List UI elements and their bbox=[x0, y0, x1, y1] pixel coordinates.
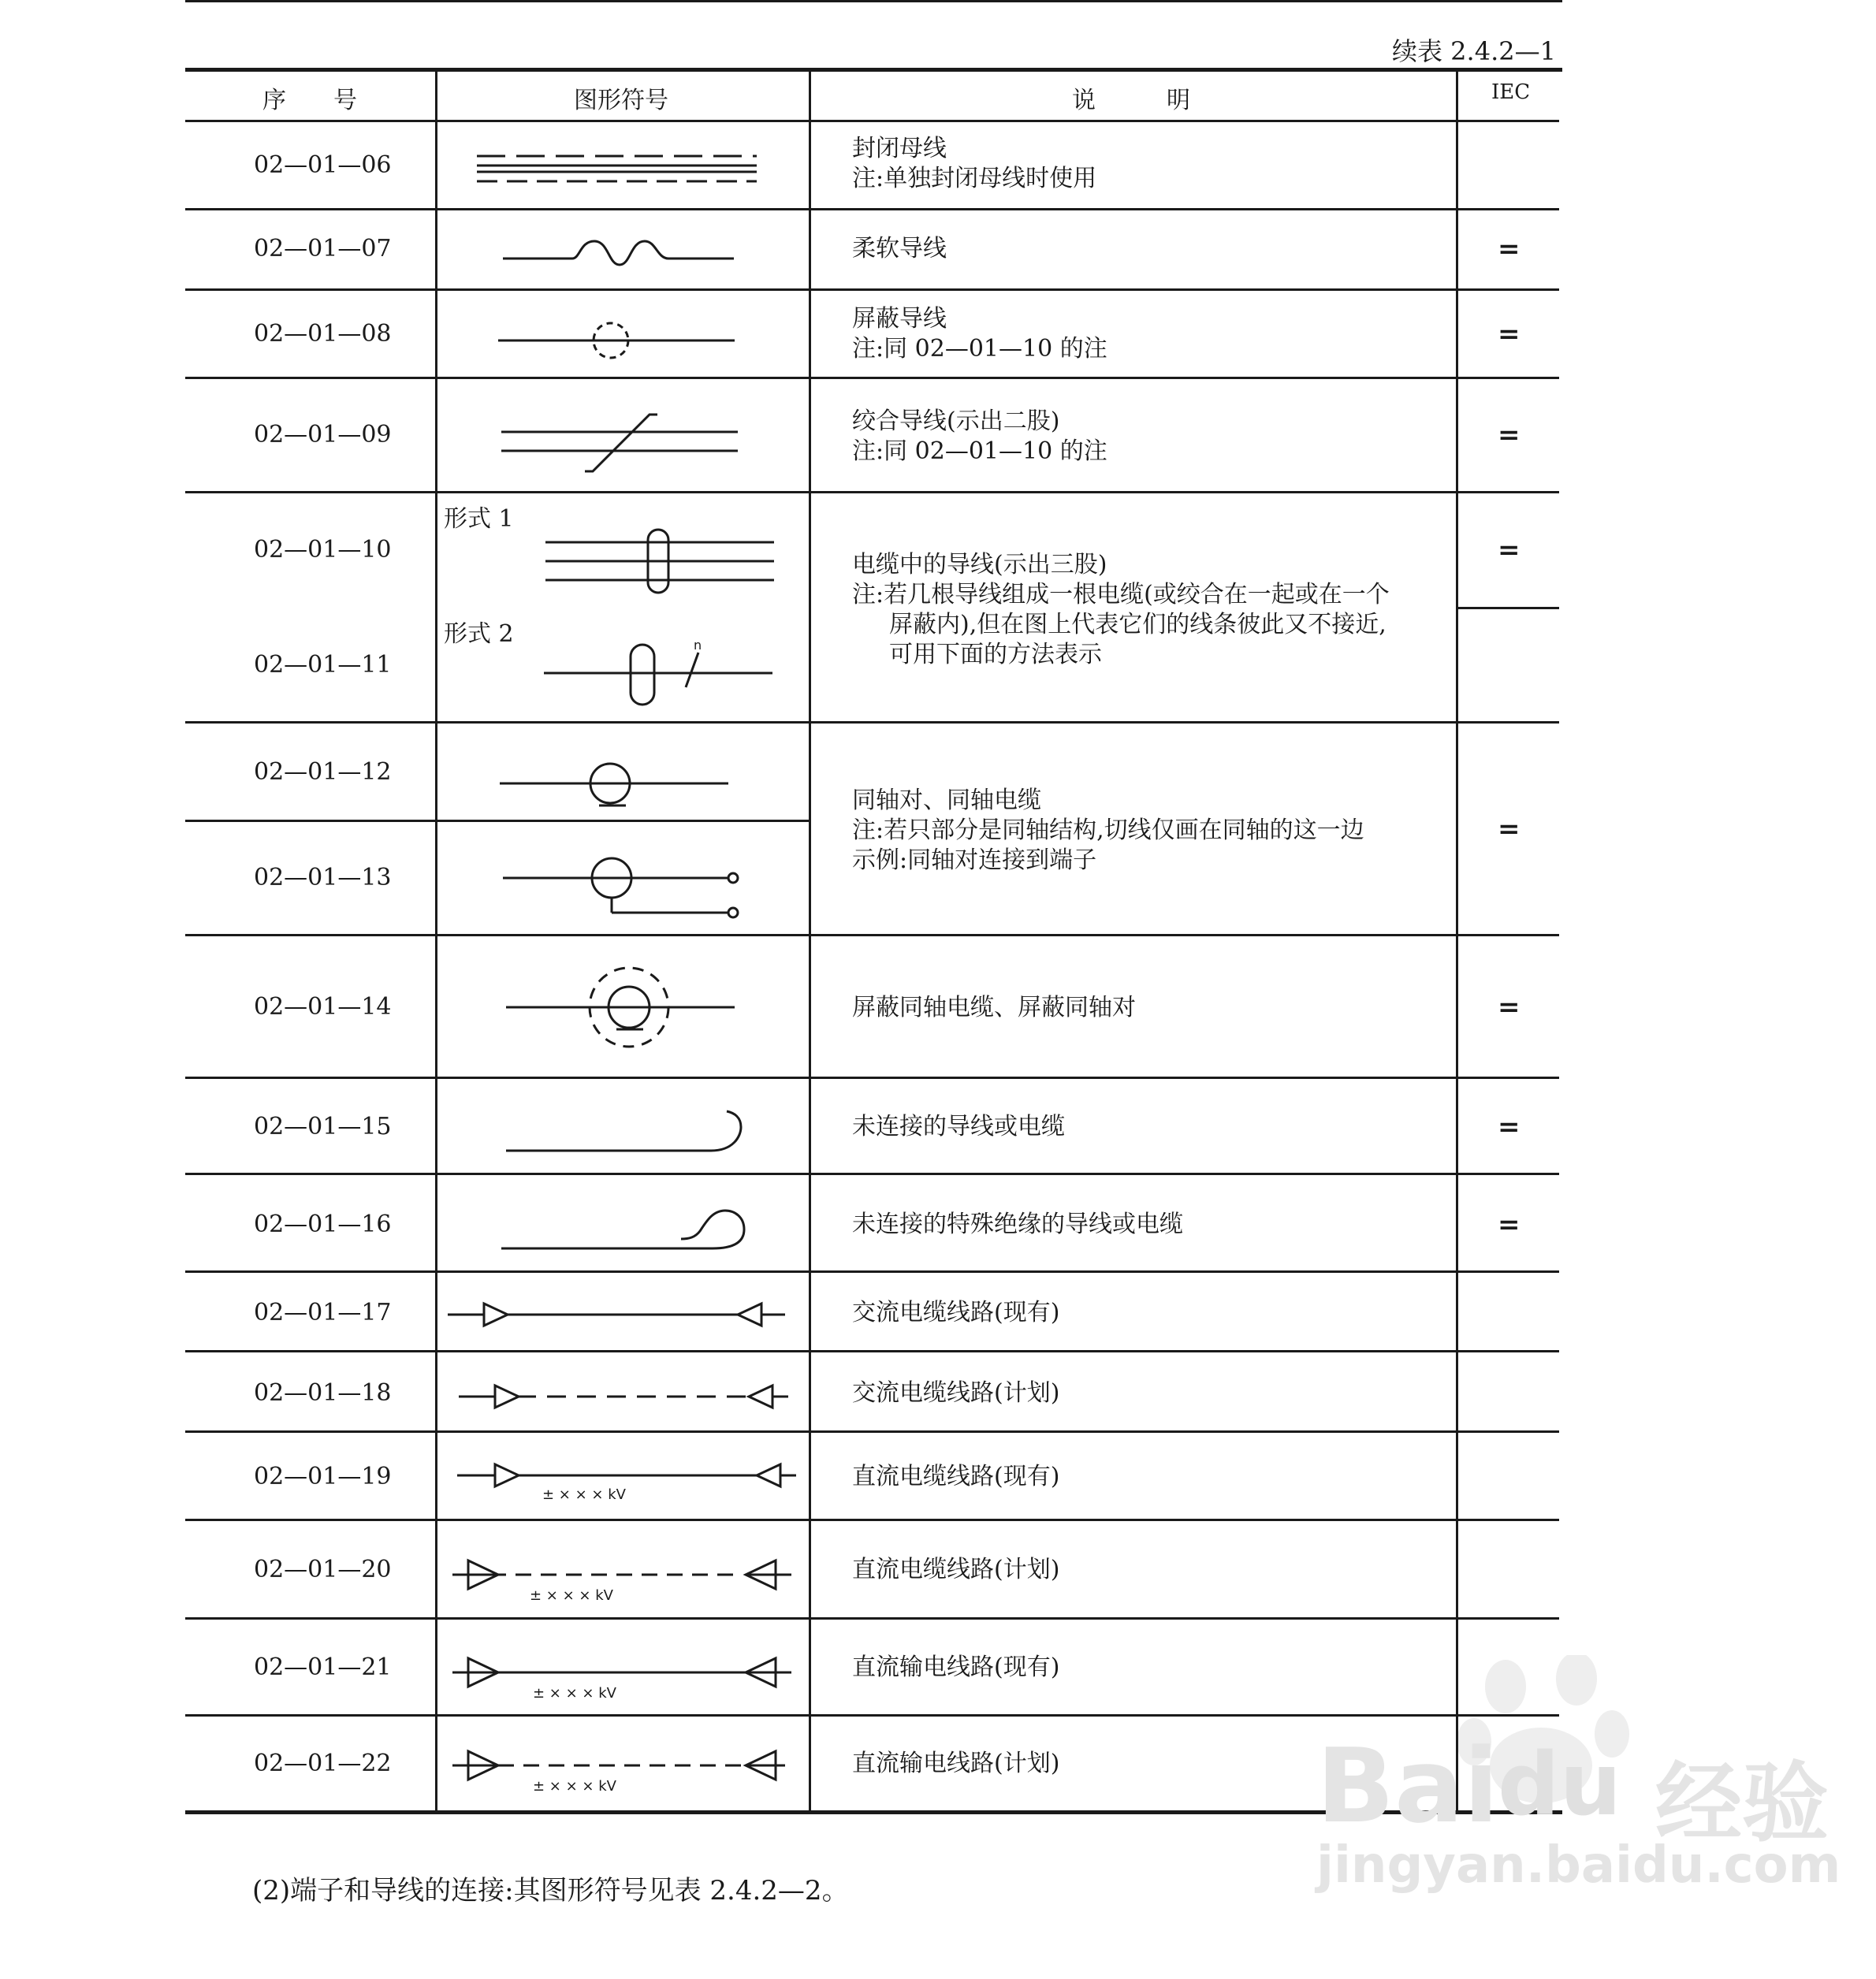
row-desc-line: 注:同 02—01—10 的注 bbox=[852, 335, 1107, 363]
row-rule bbox=[185, 1270, 1559, 1273]
header-symbol: 图形符号 bbox=[574, 87, 668, 114]
group-desc-line: 同轴对、同轴电缆 bbox=[852, 787, 1041, 814]
watermark-brand-right: du bbox=[1498, 1734, 1622, 1835]
row-rule bbox=[185, 1077, 1559, 1079]
conductor-count-n-label: n bbox=[694, 638, 702, 653]
flexible-conductor-symbol bbox=[501, 233, 738, 273]
row-id: 02—01—06 bbox=[254, 151, 392, 179]
voltage-label: ± × × × kV bbox=[533, 1685, 616, 1702]
watermark-url: jingyan.baidu.com bbox=[1316, 1836, 1841, 1895]
row-desc-line: 注:同 02—01—10 的注 bbox=[852, 437, 1107, 465]
dc-cable-line-existing-symbol bbox=[456, 1458, 802, 1505]
iec-value: = bbox=[1498, 1209, 1521, 1241]
dc-transmission-line-planned-symbol bbox=[451, 1743, 798, 1799]
iec-value: = bbox=[1498, 991, 1521, 1023]
coaxial-to-terminal-symbol bbox=[501, 848, 754, 927]
row-desc-line: 绞合导线(示出二股) bbox=[852, 407, 1060, 435]
row-rule bbox=[185, 1173, 1559, 1175]
group-desc-line: 可用下面的方法表示 bbox=[889, 641, 1102, 668]
row-id: 02—01—11 bbox=[254, 651, 392, 679]
row-desc-line: 未连接的导线或电缆 bbox=[852, 1113, 1065, 1140]
voltage-label: ± × × × kV bbox=[542, 1486, 626, 1503]
row-desc-line: 柔软导线 bbox=[852, 235, 947, 262]
row-id: 02—01—20 bbox=[254, 1556, 392, 1583]
row-desc-line: 封闭母线 bbox=[852, 135, 947, 162]
group-desc-line: 注:若只部分是同轴结构,切线仅画在同轴的这一边 bbox=[852, 817, 1364, 844]
form-2-label: 形式 2 bbox=[444, 620, 514, 648]
row-rule-partial bbox=[185, 820, 811, 822]
row-id: 02—01—07 bbox=[254, 235, 392, 262]
row-rule bbox=[185, 1714, 1559, 1717]
row-desc-line: 直流输电线路(现有) bbox=[852, 1654, 1060, 1681]
row-desc-line: 直流电缆线路(现有) bbox=[852, 1463, 1060, 1490]
group-desc-line: 电缆中的导线(示出三股) bbox=[852, 551, 1107, 578]
iec-value: = bbox=[1498, 419, 1521, 451]
row-desc-line: 交流电缆线路(计划) bbox=[852, 1379, 1060, 1407]
iec-value: = bbox=[1498, 318, 1521, 350]
shielded-conductor-symbol bbox=[497, 314, 741, 369]
row-id: 02—01—10 bbox=[254, 536, 392, 564]
footer-note: (2)端子和导线的连接:其图形符号见表 2.4.2—2。 bbox=[252, 1875, 849, 1906]
continuation-label: 续表 2.4.2—1 bbox=[1392, 36, 1556, 66]
dc-transmission-line-existing-symbol bbox=[451, 1650, 798, 1706]
row-id: 02—01—13 bbox=[254, 864, 392, 891]
top-page-rule bbox=[185, 0, 1562, 2]
row-rule bbox=[185, 1430, 1559, 1433]
row-rule bbox=[185, 491, 1559, 493]
row-id: 02—01—08 bbox=[254, 320, 392, 348]
row-rule bbox=[185, 721, 1559, 724]
enclosed-busbar-symbol bbox=[473, 150, 765, 189]
row-rule bbox=[185, 120, 1559, 122]
header-iec: IEC bbox=[1491, 80, 1531, 104]
row-id: 02—01—16 bbox=[254, 1211, 392, 1238]
row-rule bbox=[185, 1350, 1559, 1352]
watermark-brand-cn: 经验 bbox=[1655, 1753, 1829, 1854]
row-id: 02—01—22 bbox=[254, 1750, 392, 1777]
col-rule-3 bbox=[1456, 70, 1458, 1813]
ac-cable-line-existing-symbol bbox=[446, 1299, 793, 1330]
row-desc-line: 屏蔽导线 bbox=[852, 305, 947, 333]
row-desc-line: 屏蔽同轴电缆、屏蔽同轴对 bbox=[852, 994, 1136, 1021]
voltage-label: ± × × × kV bbox=[530, 1587, 613, 1604]
iec-value: = bbox=[1498, 813, 1521, 845]
col-rule-1 bbox=[435, 70, 437, 1813]
row-id: 02—01—14 bbox=[254, 993, 392, 1021]
iec-split-rule bbox=[1456, 607, 1559, 609]
row-id: 02—01—21 bbox=[254, 1654, 392, 1681]
table-top-rule bbox=[185, 68, 1562, 72]
row-id: 02—01—15 bbox=[254, 1113, 392, 1140]
row-desc-line: 交流电缆线路(现有) bbox=[852, 1299, 1060, 1326]
voltage-label: ± × × × kV bbox=[533, 1778, 616, 1795]
watermark-brand-left: Bai bbox=[1316, 1726, 1499, 1846]
cable-conductors-form1-symbol bbox=[544, 526, 780, 597]
row-rule bbox=[185, 377, 1559, 379]
row-id: 02—01—12 bbox=[254, 758, 392, 786]
row-id: 02—01—19 bbox=[254, 1463, 392, 1490]
shielded-coaxial-symbol bbox=[504, 962, 741, 1056]
coaxial-pair-symbol bbox=[498, 757, 735, 812]
dc-cable-line-planned-symbol bbox=[451, 1553, 798, 1608]
row-desc-line: 直流电缆线路(计划) bbox=[852, 1556, 1060, 1583]
ac-cable-line-planned-symbol bbox=[457, 1381, 796, 1412]
col-rule-2 bbox=[809, 70, 811, 1813]
row-desc-line: 未连接的特殊绝缘的导线或电缆 bbox=[852, 1211, 1183, 1238]
row-desc-line: 注:单独封闭母线时使用 bbox=[852, 165, 1097, 192]
row-id: 02—01—09 bbox=[254, 421, 392, 448]
row-id: 02—01—18 bbox=[254, 1379, 392, 1407]
iec-value: = bbox=[1498, 233, 1521, 265]
row-id: 02—01—17 bbox=[254, 1299, 392, 1326]
unconnected-cable-symbol bbox=[504, 1108, 757, 1163]
row-rule bbox=[185, 1617, 1559, 1620]
cable-conductors-form2-symbol bbox=[542, 635, 779, 714]
row-rule bbox=[185, 208, 1559, 210]
group-desc-line: 示例:同轴对连接到端子 bbox=[852, 846, 1097, 874]
row-rule bbox=[185, 1519, 1559, 1521]
group-desc-line: 屏蔽内),但在图上代表它们的线条彼此又不接近, bbox=[889, 611, 1387, 638]
unconnected-insulated-cable-symbol bbox=[500, 1201, 760, 1256]
form-1-label: 形式 1 bbox=[444, 505, 514, 533]
row-rule bbox=[185, 288, 1559, 291]
iec-value: = bbox=[1498, 1111, 1521, 1143]
header-desc: 说 明 bbox=[1072, 87, 1190, 114]
row-desc-line: 直流输电线路(计划) bbox=[852, 1750, 1060, 1777]
group-desc-line: 注:若几根导线组成一根电缆(或绞合在一起或在一个 bbox=[852, 581, 1390, 608]
row-rule bbox=[185, 934, 1559, 936]
header-seq: 序 号 bbox=[262, 87, 357, 114]
iec-value: = bbox=[1498, 534, 1521, 566]
twisted-conductor-symbol bbox=[500, 407, 744, 478]
